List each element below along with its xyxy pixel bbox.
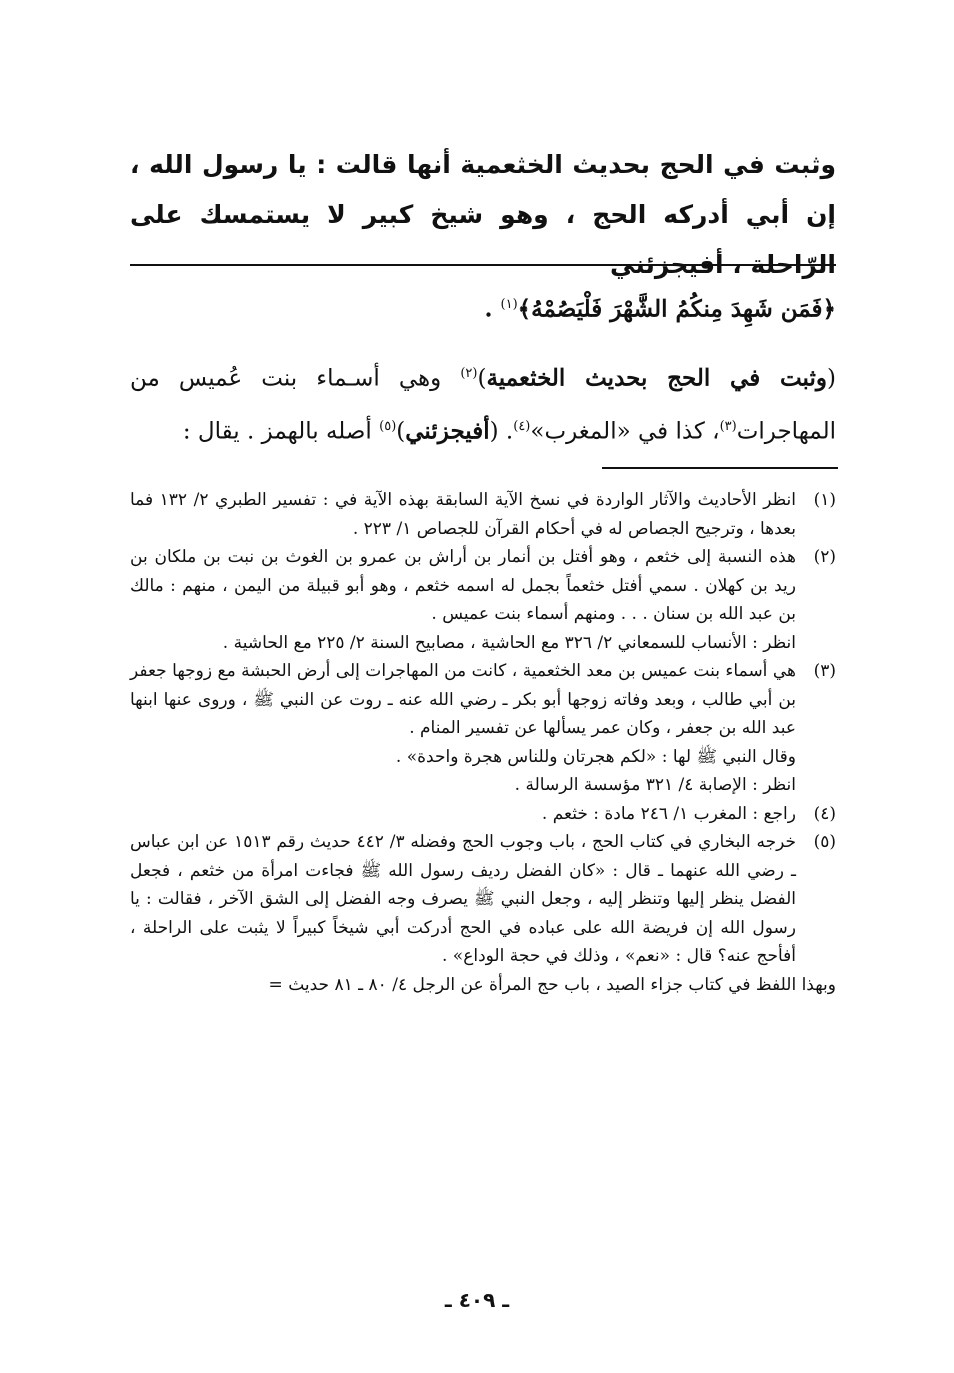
footnote: [130, 543, 836, 657]
footnote-number: (٣): [813, 661, 836, 681]
footnote-number: (٤): [813, 803, 836, 824]
close-paren-2: ): [396, 418, 406, 445]
hadith-quote: وثبت في الحج بحديث الخثعمية أنها قالت : يا رسول الله ، إن أبي أدركه الحج ، وهو شيخ كبير لا يستمسك على الرّاحلة ، أفيجزئني: [130, 150, 836, 279]
verse-footnote-ref: (١): [500, 297, 518, 312]
footnote-divider: [602, 467, 838, 469]
footnote-number: (٢): [813, 547, 836, 567]
phrase-afayujziuni: أفيجزئني: [405, 417, 490, 445]
top-divider: [130, 264, 836, 266]
page-number: ـ ٤٠٩ ـ: [444, 1288, 510, 1312]
footnote: [130, 657, 836, 800]
quran-verse: [130, 285, 836, 330]
verse-tail: .: [484, 295, 501, 323]
footnotes: [130, 486, 836, 999]
footnote: [130, 800, 836, 829]
footnote-ref-3: (٣): [719, 418, 737, 434]
open-paren: (: [827, 365, 836, 392]
footnote: [130, 486, 836, 543]
footnote-line: هذه النسبة إلى خثعم ، وهو أفتل بن أنمار بن أراش بن عمرو بن الغوث بن نبت بن ملكان بن ريد بن كهلان . سمي أفتل خثعماً بجمل له اسمه خثعم ، وهو أبو قبيلة من اليمن ، منهم : مالك بن عبد الله بن سنان . . . ومنهم أسماء بنت عميس .: [130, 547, 796, 624]
footnote-line: خرجه البخاري في كتاب الحج ، باب وجوب الحج وفضله ٣/ ٤٤٢ حديث رقم ١٥١٣ عن ابن عباس ـ رضي الله عنهما ـ قال : «كان الفضل رديف رسول الله ﷺ فجاءت امرأة من خثعم ، فجعل الفضل ينظر إليها وتنظر إليه ، وجعل النبي ﷺ يصرف وجه الفضل إلى الشق الآخر ، فقالت : يا رسول الله إن فريضة الله على عباده في الحج أدركت أبي شيخاً كبيراً لا يثبت على الراحلة ، أفأحج عنه؟ قال : «نعم» ، وذلك في حجة الوداع» .: [130, 832, 796, 966]
footnote-line: انظر : الأنساب للسمعاني ٢/ ٣٢٦ مع الحاشية ، مصابيح السنة ٢/ ٢٢٥ مع الحاشية .: [222, 632, 796, 653]
footnote-line: وقال النبي ﷺ لها : «لكم هجرتان وللناس هجرة واحدة» .: [395, 746, 796, 767]
close-paren: ): [477, 365, 487, 392]
footnote: [130, 828, 836, 971]
commentary-paragraph: [130, 350, 836, 455]
footnote-line: راجع : المغرب ١/ ٢٤٦ مادة : خثعم .: [541, 803, 796, 824]
commentary-text-4: أصله بالهمز . يقال :: [182, 418, 380, 445]
footnote-ref-5: (٥): [379, 418, 397, 434]
footnote-continuation: وبهذا اللفظ في كتاب جزاء الصيد ، باب حج المرأة عن الرجل ٤/ ٨٠ ـ ٨١ حديث =: [268, 974, 836, 995]
commentary-text-1: وهي أسـماء بنت عُميس من المهاجرات: [130, 365, 836, 445]
phrase-hadith: وثبت في الحج بحديث الخثعمية: [486, 364, 827, 392]
footnote-ref-4: (٤): [513, 418, 531, 434]
footnote-line: انظر : الإصابة ٤/ ٣٢١ مؤسسة الرسالة .: [514, 775, 796, 795]
footnote-number: (٥): [813, 832, 836, 852]
footnote-number: (١): [813, 490, 836, 510]
footnote-ref-2: (٢): [460, 366, 478, 381]
verse-text: ﴿فَمَن شَهِدَ مِنكُمُ الشَّهْرَ فَلْيَصُمْهُ﴾: [517, 295, 836, 323]
footnote-line: هي أسماء بنت عميس بن معد الخثعمية ، كانت من المهاجرات إلى أرض الحبشة مع زوجها جعفر بن أبي طالب ، وبعد وفاته زوجها أبو بكر ـ رضي الله عنه ـ روت عن النبي ﷺ ، وروى عنها ابنها عبد الله بن جعفر ، وكان عمر يسألها عن تفسير المنام .: [130, 661, 796, 738]
commentary-text-3: . (: [489, 418, 514, 445]
commentary-text-2: ، كذا في «المغرب»: [530, 418, 720, 445]
footnote-line: انظر الأحاديث والآثار الواردة في نسخ الآية السابقة بهذه الآية في : تفسير الطبري ٢/ ١٣٢ فما بعدها ، وترجيح الجصاص له في أحكام القرآن للجصاص ١/ ٢٢٣ .: [130, 490, 797, 539]
